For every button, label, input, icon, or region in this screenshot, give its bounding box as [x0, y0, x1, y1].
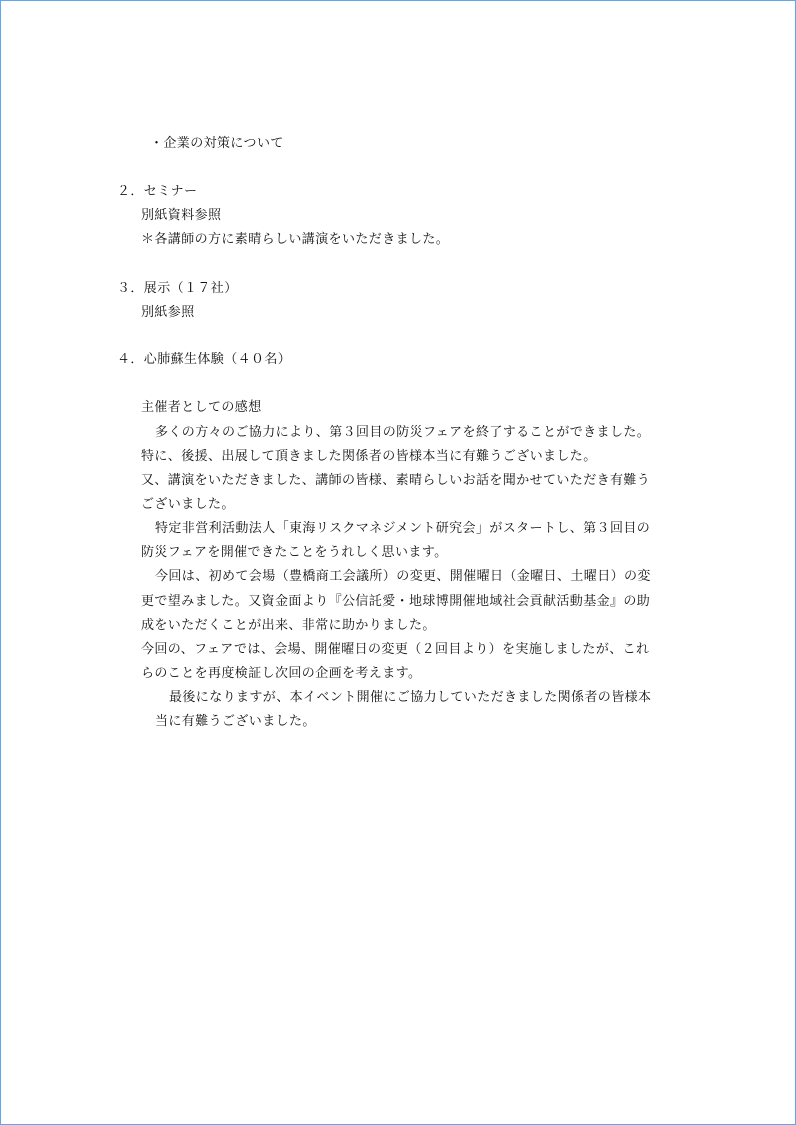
- paragraph-line: 成をいただくことが出来、非常に助かりました。: [141, 618, 436, 633]
- paragraph-line: 防災フェアを開催できたことをうれしく思います。: [141, 545, 448, 560]
- paragraph-line: 特定非営利活動法人「東海リスクマネジメント研究会」がスタートし、第３回目の: [155, 521, 651, 536]
- exhibition-reference: 別紙参照: [141, 305, 195, 320]
- seminar-reference: 別紙資料参照: [141, 208, 222, 223]
- paragraph-line: 多くの方々のご協力により、第３回目の防災フェアを終了することができました。: [155, 425, 651, 440]
- section-heading-cpr: ４．心肺蘇生体験（４０名）: [117, 352, 292, 367]
- closing-line: 最後になりますが、本イベント開催にご協力していただきました関係者の皆様本: [169, 690, 652, 705]
- seminar-note: ＊各講師の方に素晴らしい講演をいただきました。: [141, 232, 450, 247]
- section-heading-exhibition: ３．展示（１７社）: [117, 281, 238, 296]
- paragraph-line: 又、講演をいただきました、講師の皆様、素晴らしいお話を聞かせていただき有難う: [141, 473, 651, 488]
- paragraph-line: 特に、後援、出展して頂きました関係者の皆様本当に有難うございました。: [141, 449, 597, 464]
- paragraph-line: 今回の、フェアでは、会場、開催曜日の変更（２回目より）を実施しましたが、これ: [141, 642, 650, 657]
- impressions-heading: 主催者としての感想: [141, 400, 262, 415]
- paragraph-line: ございました。: [141, 497, 235, 512]
- paragraph-line: らのことを再度検証し次回の企画を考えます。: [141, 666, 422, 681]
- closing-line: 当に有難うございました。: [155, 714, 316, 729]
- paragraph-line: 更で望みました。又資金面より『公信託愛・地球博開催地域社会貢献活動基金』の助: [141, 594, 651, 609]
- section-heading-seminar: ２．セミナー: [117, 184, 198, 199]
- paragraph-line: 今回は、初めて会場（豊橋商工会議所）の変更、開催曜日（金曜日、土曜日）の変: [155, 569, 651, 584]
- bullet-company-measures: ・企業の対策について: [150, 136, 284, 151]
